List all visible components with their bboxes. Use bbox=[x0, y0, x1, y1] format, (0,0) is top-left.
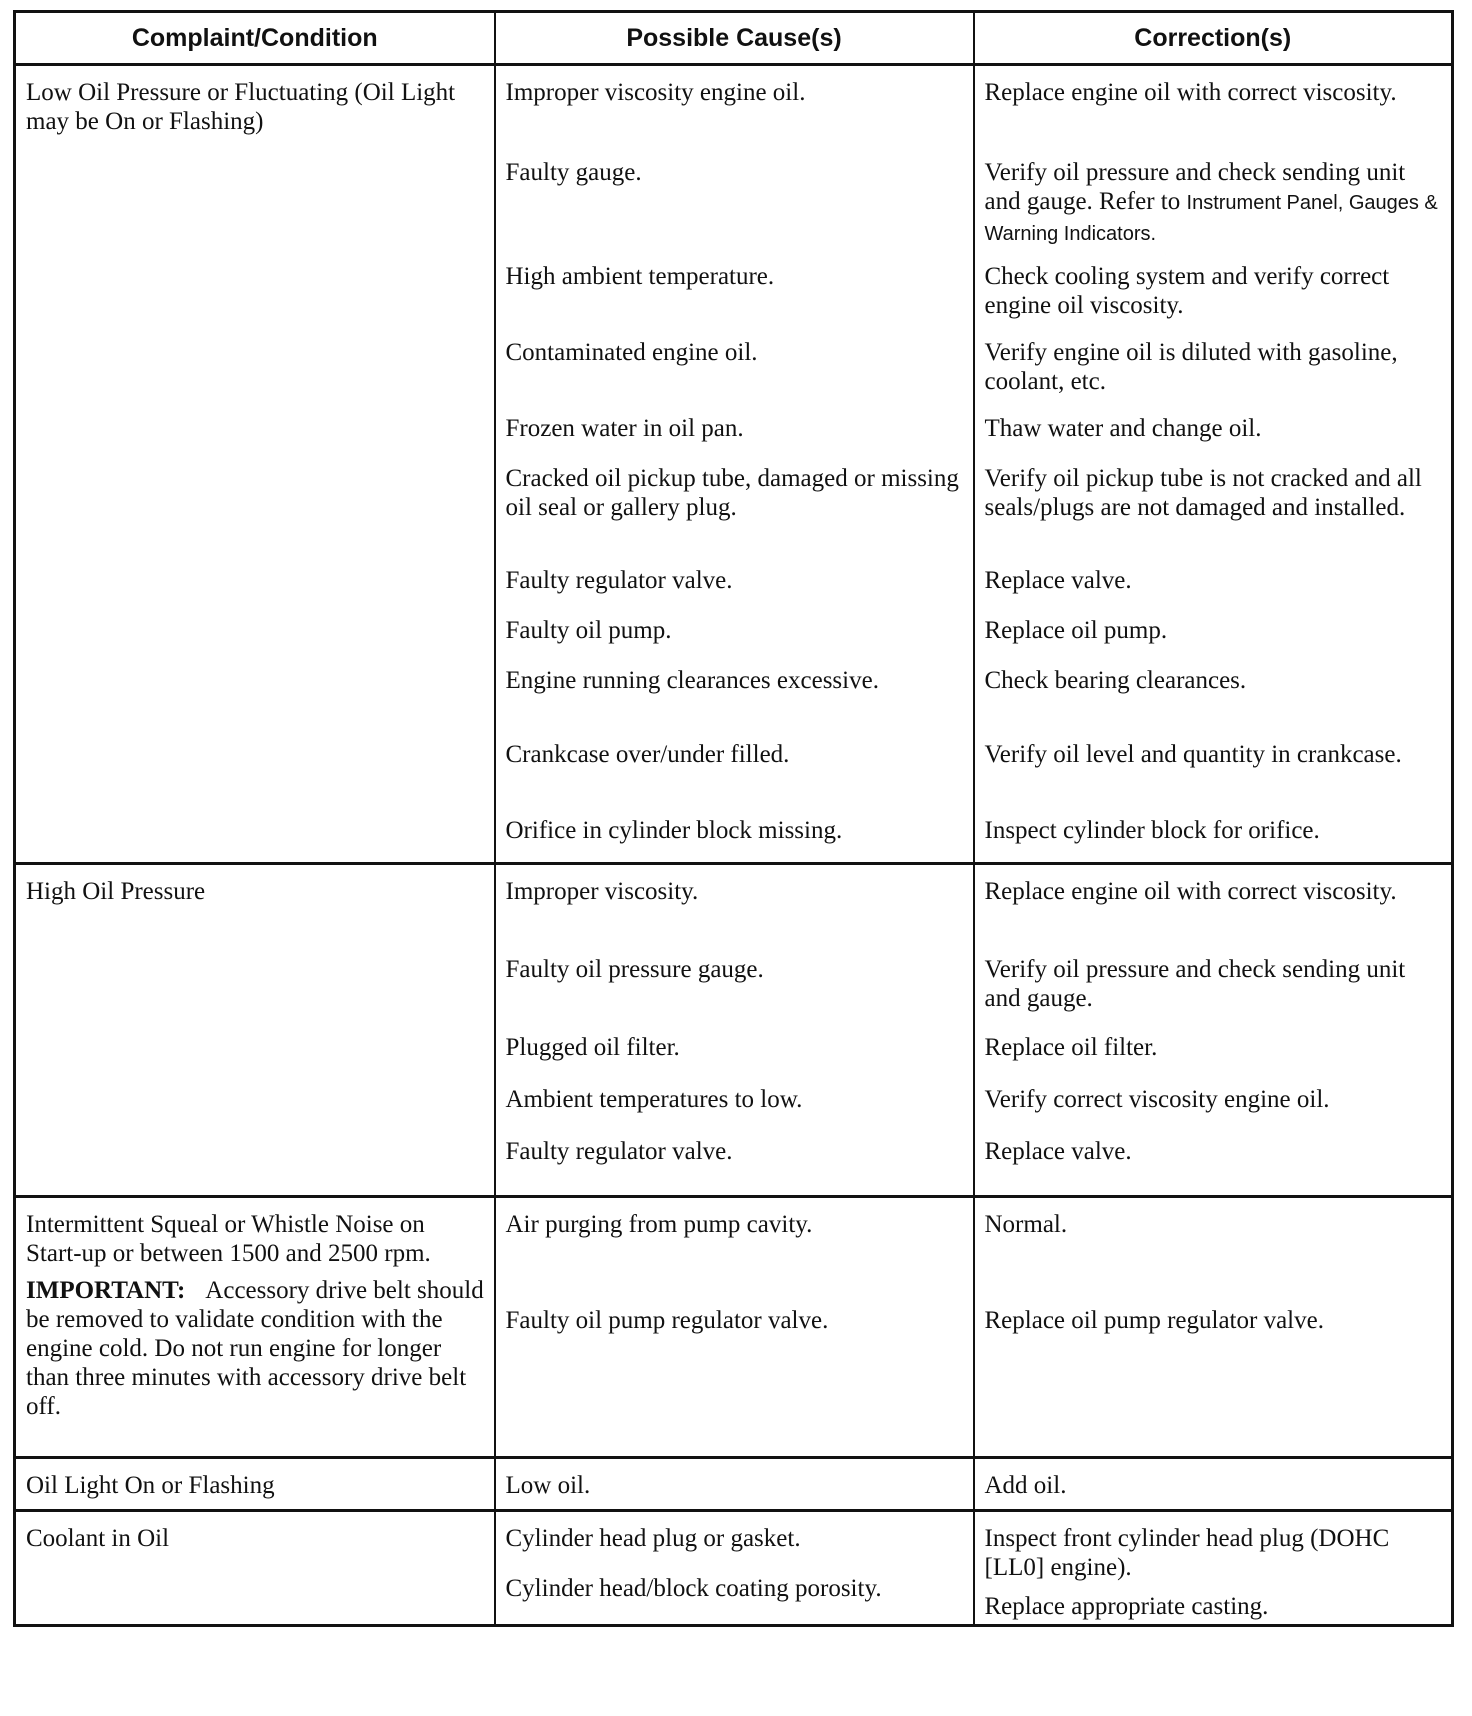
group-coolant-in-oil bbox=[15, 1511, 1453, 1626]
important-label: IMPORTANT: bbox=[26, 1277, 186, 1304]
cause-cell bbox=[495, 65, 974, 864]
correction-cell bbox=[974, 65, 1453, 864]
correction-item: Replace oil filter. bbox=[984, 1034, 1158, 1061]
correction-item: Replace oil pump. bbox=[984, 617, 1168, 644]
condition-cell bbox=[15, 1197, 495, 1458]
diagnosis-table bbox=[13, 10, 1454, 1627]
correction-cell bbox=[974, 1511, 1453, 1626]
cause-item: Faulty regulator valve. bbox=[505, 1138, 733, 1165]
important-note bbox=[26, 1276, 486, 1421]
correction-item: Verify engine oil is diluted with gasoline, coolant, etc. bbox=[984, 339, 1398, 395]
cause-item: Cylinder head/block coating porosity. bbox=[505, 1575, 882, 1602]
correction-item: Replace oil pump regulator valve. bbox=[984, 1307, 1324, 1334]
cause-item: Ambient temperatures to low. bbox=[505, 1086, 803, 1113]
header-condition: Complaint/Condition bbox=[15, 12, 495, 65]
condition-text: Coolant in Oil bbox=[26, 1525, 170, 1552]
cause-item: Faulty gauge. bbox=[505, 159, 642, 186]
group-low-oil-pressure bbox=[15, 65, 1453, 864]
correction-item: Inspect cylinder block for orifice. bbox=[984, 817, 1320, 844]
cause-item: Low oil. bbox=[505, 1472, 591, 1499]
cause-cell bbox=[495, 864, 974, 1197]
header-cause: Possible Cause(s) bbox=[495, 12, 974, 65]
condition-cell bbox=[15, 1458, 495, 1511]
group-high-oil-pressure bbox=[15, 864, 1453, 1197]
cause-item: Plugged oil filter. bbox=[505, 1034, 680, 1061]
correction-cell bbox=[974, 1458, 1453, 1511]
correction-item: Replace engine oil with correct viscosity. bbox=[984, 79, 1397, 106]
correction-item: Replace valve. bbox=[984, 567, 1132, 594]
condition-text: Intermittent Squeal or Whistle Noise on Start-up or between 1500 and 2500 rpm. bbox=[26, 1211, 431, 1267]
cause-item: Cylinder head plug or gasket. bbox=[505, 1525, 801, 1552]
correction-item: Check cooling system and verify correct engine oil viscosity. bbox=[984, 263, 1390, 319]
correction-cell bbox=[974, 864, 1453, 1197]
cause-item: Crankcase over/under filled. bbox=[505, 741, 790, 768]
cause-item: Cracked oil pickup tube, damaged or missing oil seal or gallery plug. bbox=[505, 465, 959, 521]
correction-item: Verify oil pickup tube is not cracked and all seals/plugs are not damaged and installed. bbox=[984, 465, 1422, 521]
group-oil-light bbox=[15, 1458, 1453, 1511]
correction-item bbox=[985, 146, 1444, 250]
condition-cell bbox=[15, 65, 495, 864]
cause-item: Engine running clearances excessive. bbox=[505, 667, 879, 694]
condition-text: Oil Light On or Flashing bbox=[26, 1472, 275, 1499]
cause-item: Improper viscosity. bbox=[505, 878, 699, 905]
cause-item: Faulty oil pressure gauge. bbox=[505, 956, 764, 983]
condition-cell bbox=[15, 1511, 495, 1626]
cause-item: Orifice in cylinder block missing. bbox=[505, 817, 843, 844]
correction-item: Inspect front cylinder head plug (DOHC [LL0] engine). bbox=[984, 1525, 1390, 1581]
correction-item: Verify oil level and quantity in crankcase. bbox=[984, 741, 1402, 768]
correction-item: Normal. bbox=[984, 1211, 1068, 1238]
condition-cell bbox=[15, 864, 495, 1197]
cause-item: Contaminated engine oil. bbox=[505, 339, 758, 366]
correction-item: Verify correct viscosity engine oil. bbox=[984, 1086, 1330, 1113]
correction-item: Replace appropriate casting. bbox=[984, 1593, 1269, 1620]
condition-text: Low Oil Pressure or Fluctuating (Oil Light may be On or Flashing) bbox=[26, 79, 456, 135]
correction-item: Replace engine oil with correct viscosity. bbox=[984, 878, 1397, 905]
condition-text: High Oil Pressure bbox=[26, 878, 206, 905]
correction-item: Verify oil pressure and check sending unit and gauge. bbox=[984, 956, 1406, 1012]
cause-cell bbox=[495, 1458, 974, 1511]
important-text: Accessory drive belt should be removed to validate condition with the engine cold. Do not run engine for longer than three minutes with accessory drive belt off. bbox=[26, 1277, 484, 1420]
cause-item: Faulty oil pump. bbox=[505, 617, 672, 644]
cause-item: Faulty oil pump regulator valve. bbox=[505, 1307, 829, 1334]
cause-item: Improper viscosity engine oil. bbox=[505, 79, 806, 106]
header-row bbox=[15, 12, 1453, 65]
cause-item: Frozen water in oil pan. bbox=[505, 415, 744, 442]
cause-cell bbox=[495, 1511, 974, 1626]
correction-item: Add oil. bbox=[984, 1472, 1067, 1499]
correction-item: Thaw water and change oil. bbox=[984, 415, 1262, 442]
correction-item: Check bearing clearances. bbox=[984, 667, 1247, 694]
cause-cell bbox=[495, 1197, 974, 1458]
correction-reference: Instrument Panel, Gauges & Warning Indicators. bbox=[984, 192, 1438, 245]
correction-item: Replace valve. bbox=[984, 1138, 1132, 1165]
group-intermittent-squeal bbox=[15, 1197, 1453, 1458]
correction-cell bbox=[974, 1197, 1453, 1458]
correction-text: Verify oil pressure and check sending unit and gauge. Refer to bbox=[984, 159, 1406, 215]
cause-item: High ambient temperature. bbox=[505, 263, 775, 290]
header-correction: Correction(s) bbox=[974, 12, 1453, 65]
cause-item: Faulty regulator valve. bbox=[505, 567, 733, 594]
cause-item: Air purging from pump cavity. bbox=[505, 1211, 813, 1238]
